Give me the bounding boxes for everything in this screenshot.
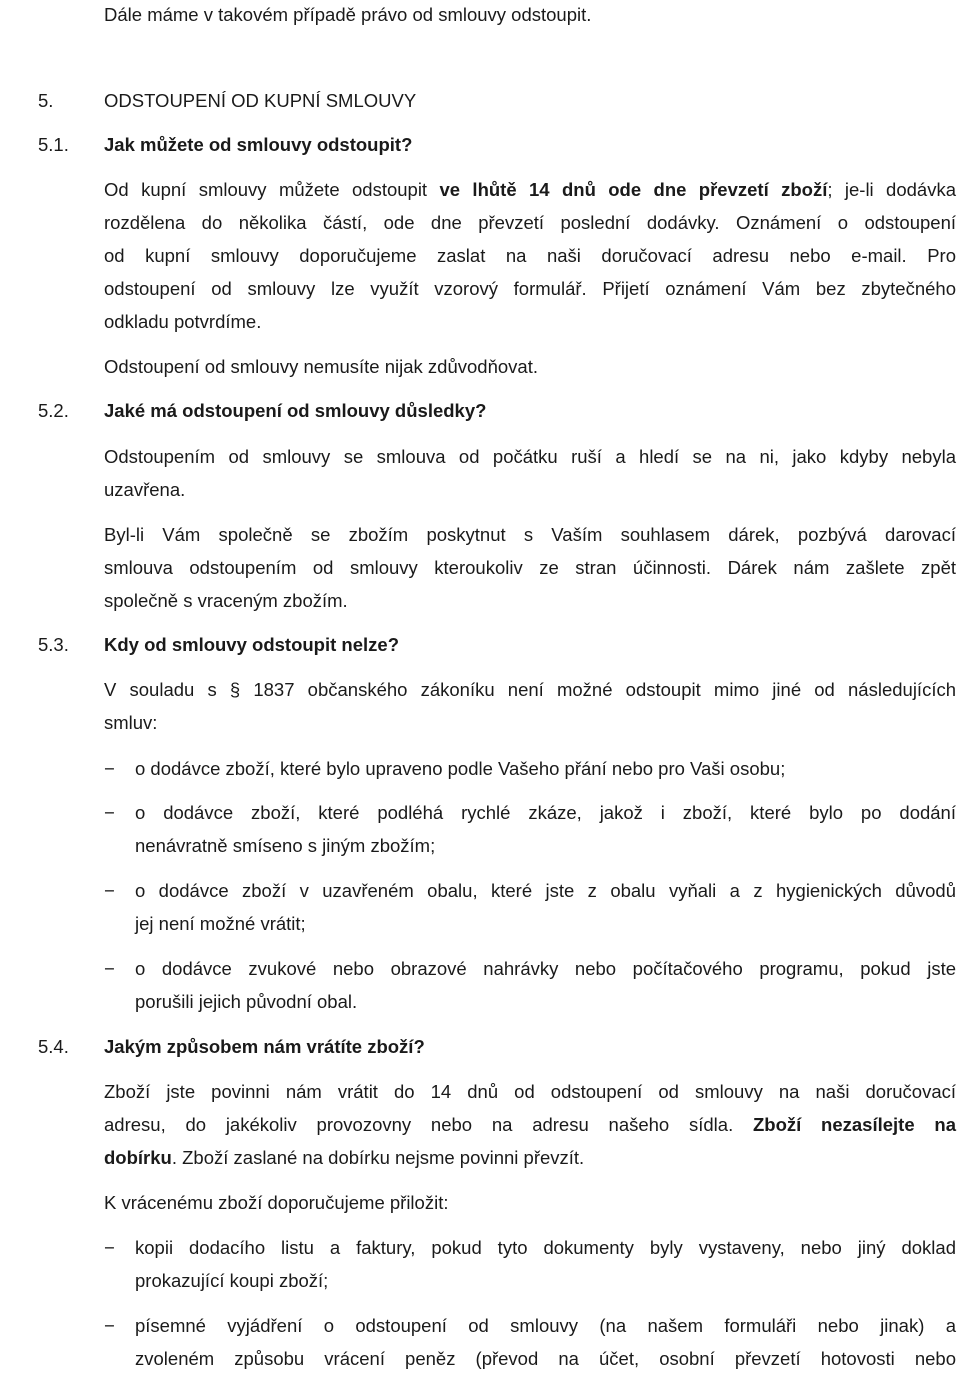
s51-paragraph-line-3: od kupní smlouvy doporučujeme zaslat na naši doručovací adresu nebo e-mail. Pro [104, 245, 956, 266]
s53-paragraph-line-1: V souladu s § 1837 občanského zákoníku není možné odstoupit mimo jiné od následujících [104, 679, 956, 700]
section-title: ODSTOUPENÍ OD KUPNÍ SMLOUVY [104, 90, 417, 111]
s54-paragraph-1-line-3: dobírku. Zboží zaslané na dobírku nejsme povinni převzít. [104, 1147, 585, 1168]
s54-paragraph-1-line-2: adresu, do jakékoliv provozovny nebo na adresu našeho sídla. Zboží nezasílejte na [104, 1114, 956, 1135]
subsection-5-1-title: Jak můžete od smlouvy odstoupit? [104, 134, 413, 155]
s54-paragraph-1-line-1: Zboží jste povinni nám vrátit do 14 dnů od odstoupení od smlouvy na naši doručovací [104, 1081, 956, 1102]
s54-list-item-1-line-2: prokazující koupi zboží; [135, 1270, 329, 1291]
list-dash: − [104, 958, 115, 979]
subsection-5-4-title: Jakým způsobem nám vrátíte zboží? [104, 1036, 425, 1057]
s53-list-item-3-line-1: o dodávce zboží v uzavřeném obalu, které jste z obalu vyňali a z hygienických důvodů [135, 880, 956, 901]
subsection-5-1-number: 5.1. [38, 134, 69, 155]
subsection-5-3-title: Kdy od smlouvy odstoupit nelze? [104, 634, 399, 655]
s53-list-item-2-line-2: nenávratně smíseno s jiným zbožím; [135, 835, 436, 856]
section-number: 5. [38, 90, 54, 111]
s52-paragraph-1-line-1: Odstoupením od smlouvy se smlouva od počátku ruší a hledí se na ni, jako kdyby nebyla [104, 446, 956, 467]
s54-list-item-2-line-2: zvoleném způsobu vrácení peněz (převod na účet, osobní převzetí hotovosti nebo [135, 1348, 956, 1369]
s53-list-item-4-line-2: porušili jejich původní obal. [135, 991, 358, 1012]
s53-list-item-2-line-1: o dodávce zboží, které podléhá rychlé zkáze, jakož i zboží, které bylo po dodání [135, 802, 956, 823]
intro-line: Dále máme v takovém případě právo od smlouvy odstoupit. [104, 4, 592, 25]
s53-paragraph-line-2: smluv: [104, 712, 158, 733]
s54-list-item-1-line-1: kopii dodacího listu a faktury, pokud tyto dokumenty byly vystaveny, nebo jiný doklad [135, 1237, 956, 1258]
s52-paragraph-1-line-2: uzavřena. [104, 479, 186, 500]
s53-list-item-3-line-2: jej není možné vrátit; [135, 913, 306, 934]
s51-paragraph-line-5: odkladu potvrdíme. [104, 311, 262, 332]
subsection-5-4-number: 5.4. [38, 1036, 69, 1057]
s51-paragraph-line-2: rozdělena do několika částí, ode dne převzetí poslední dodávky. Oznámení o odstoupení [104, 212, 956, 233]
s54-paragraph-2: K vrácenému zboží doporučujeme přiložit: [104, 1192, 449, 1213]
s52-paragraph-2-line-2: smlouva odstoupením od smlouvy kteroukoliv ze stran účinnosti. Dárek nám zašlete zpět [104, 557, 956, 578]
s54-list-item-2-line-1: písemné vyjádření o odstoupení od smlouvy (na našem formuláři nebo jinak) a [135, 1315, 956, 1336]
s52-paragraph-2-line-3: společně s vraceným zbožím. [104, 590, 348, 611]
list-dash: − [104, 880, 115, 901]
subsection-5-2-title: Jaké má odstoupení od smlouvy důsledky? [104, 400, 487, 421]
list-dash: − [104, 802, 115, 823]
subsection-5-2-number: 5.2. [38, 400, 69, 421]
list-dash: − [104, 1237, 115, 1258]
s51-paragraph-line-1: Od kupní smlouvy můžete odstoupit ve lhůtě 14 dnů ode dne převzetí zboží; je-li dodávka [104, 179, 956, 200]
s52-paragraph-2-line-1: Byl-li Vám společně se zbožím poskytnut s Vaším souhlasem dárek, pozbývá darovací [104, 524, 956, 545]
s51-paragraph-line-4: odstoupení od smlouvy lze využít vzorový formulář. Přijetí oznámení Vám bez zbytečného [104, 278, 956, 299]
list-dash: − [104, 1315, 115, 1336]
s51-paragraph-2: Odstoupení od smlouvy nemusíte nijak zdůvodňovat. [104, 356, 538, 377]
list-dash: − [104, 758, 115, 779]
s53-list-item-4-line-1: o dodávce zvukové nebo obrazové nahrávky nebo počítačového programu, pokud jste [135, 958, 956, 979]
s53-list-item-1: o dodávce zboží, které bylo upraveno podle Vašeho přání nebo pro Vaši osobu; [135, 758, 786, 779]
subsection-5-3-number: 5.3. [38, 634, 69, 655]
